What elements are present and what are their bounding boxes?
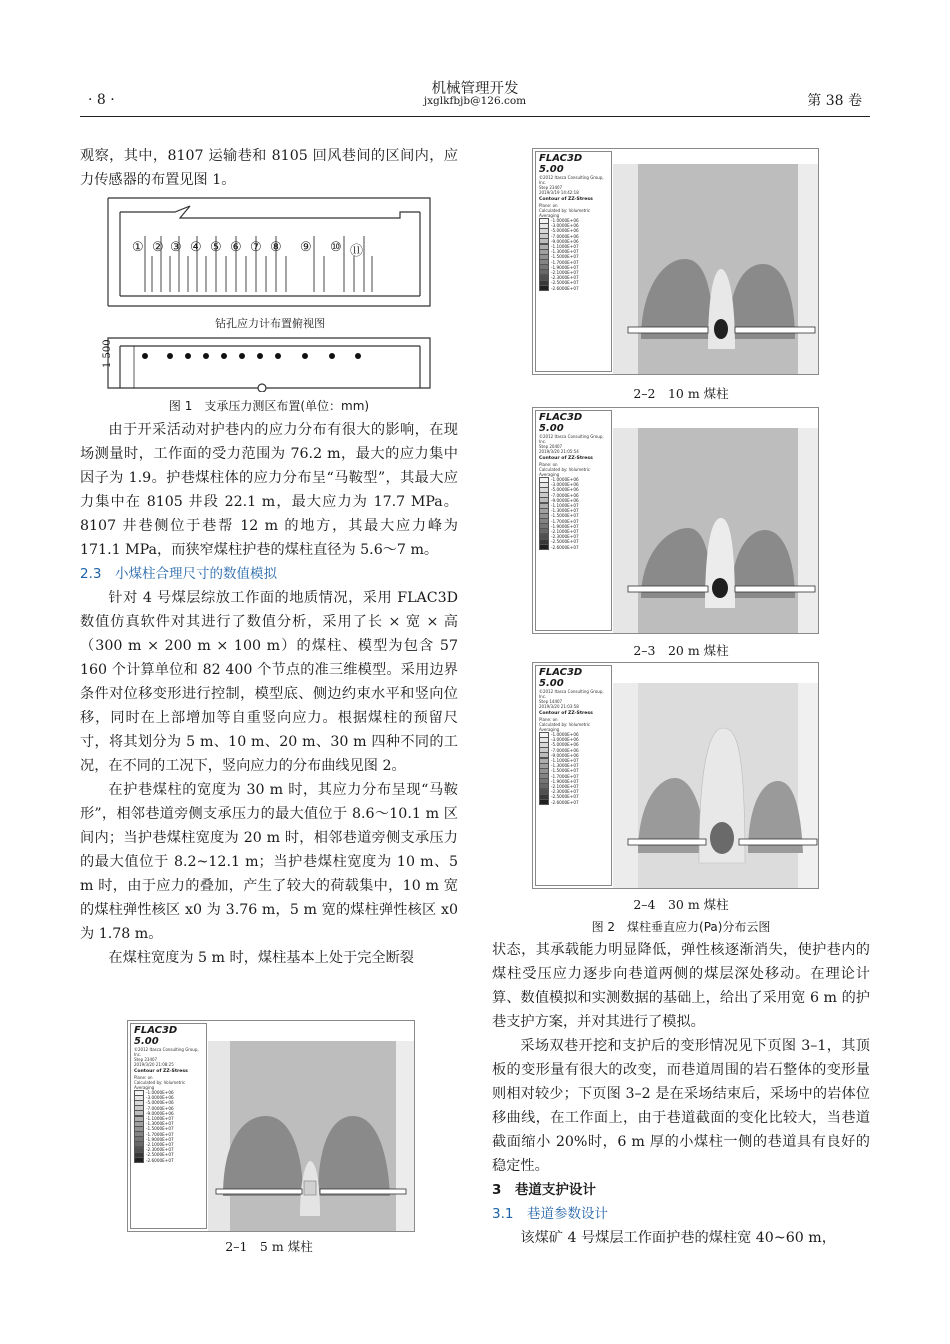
marker: ③ xyxy=(170,240,182,255)
legend-label: -2.5000E+07 xyxy=(551,794,579,800)
figure-1-plan-label: 钻孔应力计布置俯视图 xyxy=(215,317,325,330)
legend-label: -9.0000E+06 xyxy=(551,752,579,758)
legend-label: -2.5000E+07 xyxy=(551,539,579,545)
legend-label: -1.5000E+07 xyxy=(551,513,579,519)
legend-swatch xyxy=(539,799,549,805)
page-number: · 8 · xyxy=(88,92,115,108)
legend-swatch xyxy=(539,544,549,550)
legend-label: -1.0000E+06 xyxy=(551,477,579,483)
legend-label: -2.3000E+07 xyxy=(551,275,579,281)
stress-contour xyxy=(208,1021,414,1231)
legend-label: -1.3000E+07 xyxy=(551,249,579,255)
legend-rows xyxy=(131,1090,206,1163)
flac-legend: FLAC3D 5.00 ©2012 Itasca Consulting Group, Inc. Step 20407 2019/3/20 21:05:54 Contour of ZZ-Stress Plane: on Calculated by: Volumetric Averaging -1.0000E+06 -3.0000E+06 -5.0000E+06 -7.0000E+06 -9.0000E+06 -1.1000E+07 -1.3000E+07 -1.5000E+07 -1.7000E+07 -1.9000E+07 -2.1000E+07 -2.3000E+07 -2.5000E+07 -2.6000E+07 xyxy=(535,410,612,631)
legend-label: -5.0000E+06 xyxy=(551,228,579,234)
legend-label: -3.0000E+06 xyxy=(551,737,579,743)
marker: ① xyxy=(132,240,144,255)
legend-label: -2.1000E+07 xyxy=(551,783,579,789)
marker: ⑪ xyxy=(350,244,364,259)
stress-contour xyxy=(613,408,818,633)
figure-1-caption: 图 1 支承压力测区布置(单位：mm) xyxy=(168,399,370,413)
flac-legend: FLAC3D 5.00 ©2012 Itasca Consulting Group, Inc. Step 23407 2019/3/20 21:08:25 Contour of ZZ-Stress Plane: on Calculated by: Volumetric Averaging -1.0000E+06 -3.0000E+06 -5.0000E+06 -7.0000E+06 -9.0000E+06 -1.1000E+07 -1.3000E+07 -1.5000E+07 -1.7000E+07 -1.9000E+07 -2.1000E+07 -2.3000E+07 -2.5000E+07 -2.6000E+07 xyxy=(130,1023,207,1229)
legend-label: -1.3000E+07 xyxy=(551,763,579,769)
legend-label: -1.1000E+07 xyxy=(551,503,579,509)
legend-label: -7.0000E+06 xyxy=(146,1105,174,1111)
legend-label: -1.0000E+06 xyxy=(551,218,579,224)
legend-label: -5.0000E+06 xyxy=(551,487,579,493)
legend-label: -9.0000E+06 xyxy=(551,238,579,244)
legend-label: -2.1000E+07 xyxy=(551,528,579,534)
legend-entry xyxy=(536,799,611,804)
figure-2-caption: 图 2 煤柱垂直应力(Pa)分布云图 xyxy=(591,920,771,934)
flac-panel-20m xyxy=(532,407,819,634)
stress-contour xyxy=(613,663,818,888)
paragraph: 采场双巷开挖和支护后的变形情况见下页图 3–1，其顶板的变形量有很大的改变，而巷道周围的岩石整体的变形量则相对较少；下页图 3–2 是在采场结束后，采场中的岩体位移曲线，在工作面上，由于巷道截面的变化比较大，当巷道截面缩小 20%时，6 m 厚的小煤柱一侧的巷道具有良好的稳定性。 xyxy=(492,1038,870,1174)
paragraph: 由于开采活动对护巷内的应力分布有很大的影响，在现场测量时，工作面的受力范围为 76.2 m，最大的应力集中因子为 1.9。护巷煤柱体的应力分布呈“马鞍型”，其最大应力集中在 8105 井段 22.1 m，最大应力为 17.7 MPa。8107 井巷侧位于巷帮 12 m 的地方，其最大应力峰为 171.1 MPa，而狭窄煤柱护巷的煤柱直径为 5.6～7 m。 xyxy=(80,422,458,558)
marker: ④ xyxy=(190,240,202,255)
subcaption-2-3: 2–3 20 m 煤柱 xyxy=(633,643,729,658)
legend-label: -2.6000E+07 xyxy=(551,799,579,805)
stress-contour xyxy=(613,149,818,374)
legend-label: -1.7000E+07 xyxy=(146,1131,174,1137)
legend-label: -3.0000E+06 xyxy=(551,482,579,488)
journal-title: 机械管理开发 xyxy=(431,81,519,97)
legend-label: -7.0000E+06 xyxy=(551,233,579,239)
header-rule xyxy=(80,116,870,117)
flac-legend: FLAC3D 5.00 ©2012 Itasca Consulting Group, Inc. Step 14407 2019/3/20 21:03:58 Contour of ZZ-Stress Plane: on Calculated by: Volumetric Averaging -1.0000E+06 -3.0000E+06 -5.0000E+06 -7.0000E+06 -9.0000E+06 -1.1000E+07 -1.3000E+07 -1.5000E+07 -1.7000E+07 -1.9000E+07 -2.1000E+07 -2.3000E+07 -2.5000E+07 -2.6000E+07 xyxy=(535,665,612,886)
legend-rows xyxy=(536,218,611,291)
section-heading-3: 3 巷道支护设计 xyxy=(492,1182,596,1198)
legend-label: -1.7000E+07 xyxy=(551,259,579,265)
flac-panel-10m xyxy=(532,148,819,375)
legend-label: -2.6000E+07 xyxy=(551,544,579,550)
marker: ⑥ xyxy=(230,240,242,255)
legend-label: -1.5000E+07 xyxy=(551,768,579,774)
paragraph: 针对 4 号煤层综放工作面的地质情况，采用 FLAC3D 数值仿真软件对其进行了数值分析，采用了长 × 宽 × 高（300 m × 200 m × 100 m）的煤柱、模型为包含 57 160 个计算单位和 82 400 个节点的准三维模型。采用边界条件对位移变形进行控制，模型底、侧边约束水平和竖向位移，同时在上部增加等自重竖向应力。根据煤柱的预留尺寸，将其划分为 5 m、10 m、20 m、30 m 四种不同的工况，在不同的工况下，竖向应力的分布曲线见图 2。 xyxy=(80,590,458,774)
figure-1-dimension: 1 500 xyxy=(102,339,113,368)
legend-label: -2.5000E+07 xyxy=(551,280,579,286)
legend-label: -2.6000E+07 xyxy=(146,1157,174,1163)
legend-label: -1.9000E+07 xyxy=(146,1136,174,1142)
figure-1-diagram xyxy=(100,196,440,392)
paragraph: 状态，其承载能力明显降低，弹性核逐渐消失，使护巷内的煤柱受压应力逐步向巷道两侧的煤层深处移动。在理论计算、数值模拟和实测数据的基础上，给出了采用宽 6 m 的护巷支护方案，并对其进行了模拟。 xyxy=(492,942,870,1030)
legend-label: -5.0000E+06 xyxy=(551,742,579,748)
legend-label: -2.6000E+07 xyxy=(551,285,579,291)
legend-label: -9.0000E+06 xyxy=(146,1110,174,1116)
section-heading-3-1: 3.1 巷道参数设计 xyxy=(492,1206,608,1222)
subcaption-2-2: 2–2 10 m 煤柱 xyxy=(633,386,729,401)
left-body xyxy=(80,418,458,970)
legend-label: -5.0000E+06 xyxy=(146,1100,174,1106)
legend-swatch xyxy=(539,285,549,291)
legend-rows xyxy=(536,477,611,550)
paragraph: 在煤柱宽度为 5 m 时，煤柱基本上处于完全断裂 xyxy=(108,950,414,966)
legend-label: -1.1000E+07 xyxy=(146,1116,174,1122)
legend-label: -3.0000E+06 xyxy=(551,223,579,229)
legend-label: -9.0000E+06 xyxy=(551,497,579,503)
marker: ⑨ xyxy=(300,240,312,255)
subcaption-2-1: 2–1 5 m 煤柱 xyxy=(225,1239,313,1254)
legend-label: -1.7000E+07 xyxy=(551,773,579,779)
legend-label: -7.0000E+06 xyxy=(551,747,579,753)
legend-label: -1.5000E+07 xyxy=(146,1126,174,1132)
legend-label: -2.3000E+07 xyxy=(551,789,579,795)
legend-label: -1.9000E+07 xyxy=(551,778,579,784)
legend-label: -7.0000E+06 xyxy=(551,492,579,498)
right-body xyxy=(492,938,870,1250)
legend-label: -2.3000E+07 xyxy=(146,1147,174,1153)
legend-label: -1.3000E+07 xyxy=(146,1121,174,1127)
marker: ⑩ xyxy=(330,240,342,255)
paragraph: 该煤矿 4 号煤层工作面护巷的煤柱宽 40~60 m， xyxy=(520,1230,836,1246)
legend-label: -1.7000E+07 xyxy=(551,518,579,524)
legend-label: -1.9000E+07 xyxy=(551,264,579,270)
legend-label: -2.3000E+07 xyxy=(551,534,579,540)
legend-entry xyxy=(536,285,611,290)
legend-label: -1.1000E+07 xyxy=(551,758,579,764)
legend-label: -1.0000E+06 xyxy=(146,1090,174,1096)
legend-entry xyxy=(536,544,611,549)
legend-label: -1.1000E+07 xyxy=(551,244,579,250)
legend-swatch xyxy=(134,1157,144,1163)
legend-label: -2.5000E+07 xyxy=(146,1152,174,1158)
legend-label: -1.5000E+07 xyxy=(551,254,579,260)
volume-label: 第 38 卷 xyxy=(807,93,862,109)
legend-label: -3.0000E+06 xyxy=(146,1095,174,1101)
marker: ② xyxy=(152,240,164,255)
flac-panel-30m xyxy=(532,662,819,889)
legend-entry xyxy=(131,1157,206,1162)
legend-rows xyxy=(536,732,611,805)
legend-label: -1.9000E+07 xyxy=(551,523,579,529)
flac-panel-5m xyxy=(127,1020,415,1232)
paragraph: 在护巷煤柱的宽度为 30 m 时，其应力分布呈现“马鞍形”，相邻巷道旁侧支承压力的最大值位于 8.6～10.1 m 区间内；当护巷煤柱宽度为 20 m 时，相邻巷道旁侧支承压力的最大值位于 8.2~12.1 m；当护巷煤柱宽度为 10 m、5 m 时，由于应力的叠加，产生了较大的荷载集中，10 m 宽的煤柱弹性核区 x0 为 3.76 m，5 m 宽的煤柱弹性核区 x0 为 1.78 m。 xyxy=(80,782,458,942)
section-heading-2-3: 2.3 小煤柱合理尺寸的数值模拟 xyxy=(80,566,277,582)
legend-label: -1.0000E+06 xyxy=(551,732,579,738)
intro-paragraph: 观察，其中，8107 运输巷和 8105 回风巷间的区间内，应力传感器的布置见图 1。 xyxy=(80,148,458,188)
journal-email: jxglkfbjb@126.com xyxy=(423,95,527,107)
legend-label: -2.1000E+07 xyxy=(551,269,579,275)
legend-label: -2.1000E+07 xyxy=(146,1141,174,1147)
flac-legend: FLAC3D 5.00 ©2012 Itasca Consulting Group, Inc. Step 23407 2019/3/19 14:42:18 Contour of ZZ-Stress Plane: on Calculated by: Volumetric Averaging -1.0000E+06 -3.0000E+06 -5.0000E+06 -7.0000E+06 -9.0000E+06 -1.1000E+07 -1.3000E+07 -1.5000E+07 -1.7000E+07 -1.9000E+07 -2.1000E+07 -2.3000E+07 -2.5000E+07 -2.6000E+07 xyxy=(535,151,612,372)
legend-label: -1.3000E+07 xyxy=(551,508,579,514)
marker: ⑧ xyxy=(270,240,282,255)
marker: ⑦ xyxy=(250,240,262,255)
borehole-markers xyxy=(100,240,440,260)
subcaption-2-4: 2–4 30 m 煤柱 xyxy=(633,897,729,912)
marker: ⑤ xyxy=(210,240,222,255)
